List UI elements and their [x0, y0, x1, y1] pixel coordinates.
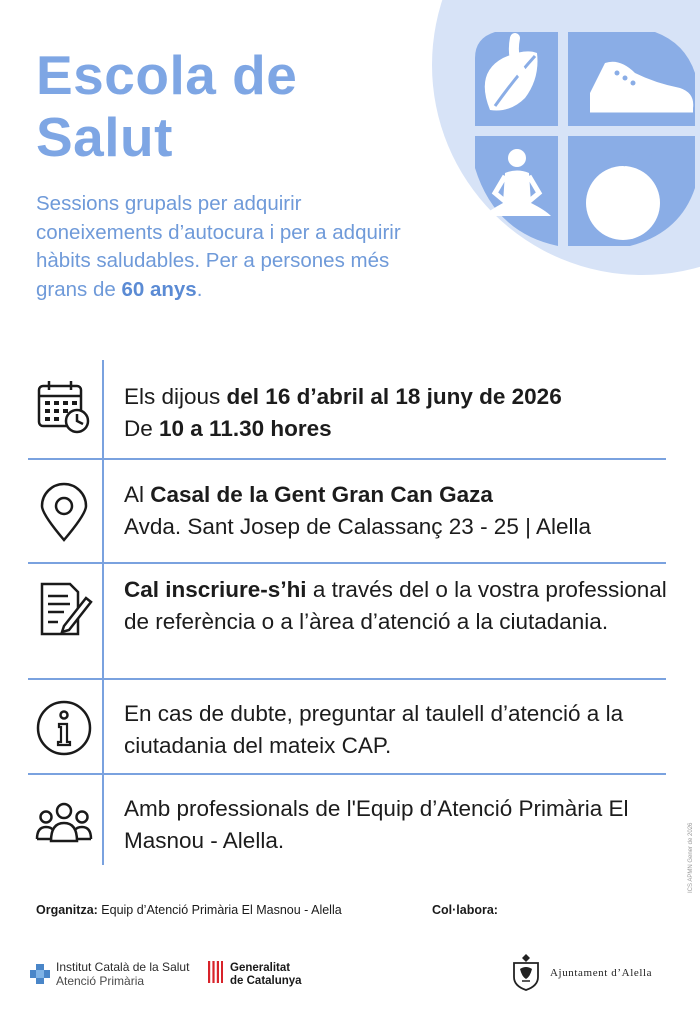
address-line: Avda. Sant Josep de Calassanç 23 - 25 | Alella	[124, 514, 591, 539]
subtitle-end: .	[196, 277, 203, 301]
row-divider	[28, 458, 666, 460]
apple-icon	[568, 136, 695, 246]
alella-shield-icon	[510, 953, 542, 991]
subtitle-age: 60 anys	[121, 277, 197, 301]
form-pen-icon	[34, 580, 94, 640]
yoga-icon	[475, 136, 558, 246]
row-date-text	[124, 381, 684, 445]
hero-illustration	[455, 18, 700, 250]
time-range: 10 a 11.30 hores	[159, 416, 332, 441]
senyera-icon	[206, 961, 223, 983]
venue-name: Casal de la Gent Gran Can Gaza	[150, 482, 493, 507]
row-registration-text	[124, 574, 684, 638]
row-divider	[28, 562, 666, 564]
row-divider	[28, 773, 666, 775]
venue-prefix: Al	[124, 482, 151, 507]
info-icon	[34, 698, 94, 758]
date-line	[124, 381, 684, 413]
time-line	[124, 413, 684, 445]
generalitat-line-2: de Catalunya	[230, 975, 302, 987]
credit-text: ICS APMN Gener de 2026	[688, 822, 694, 893]
organizer-label: Organitza:	[36, 903, 98, 917]
calendar-clock-icon	[34, 378, 94, 438]
generalitat-text	[230, 962, 302, 988]
page-title	[36, 44, 297, 168]
organizer-value: Equip d’Atenció Primària El Masnou - Alella	[97, 903, 342, 917]
subtitle	[36, 190, 416, 304]
row-info-text: En cas de dubte, preguntar al taulell d’atenció a la ciutadania del mateix CAP.	[124, 701, 624, 758]
collaborator-label: Col·labora:	[432, 903, 498, 917]
registration-required: Cal inscriure-s’hi	[124, 577, 307, 602]
generalitat-line-1: Generalitat	[230, 962, 291, 974]
ics-text	[56, 960, 189, 988]
ics-name: Institut Català de la Salut	[56, 960, 190, 974]
sneaker-icon	[568, 32, 695, 126]
ics-cross-icon	[30, 964, 50, 984]
registration-details: a través del o la vostra professional de referència o a l’àrea d’atenció a la ciutadania.	[124, 577, 667, 634]
row-location-text	[124, 479, 684, 543]
vertical-divider	[102, 360, 104, 865]
ics-subname: Atenció Primària	[56, 974, 145, 988]
print-credit	[680, 805, 694, 895]
venue-line	[124, 479, 684, 511]
time-prefix: De	[124, 416, 160, 441]
leaf-icon	[475, 32, 558, 126]
subtitle-text: Sessions grupals per adquirir coneixements d’autocura i per a adquirir hàbits saludables. Per a persones més grans de	[36, 192, 401, 301]
row-divider	[28, 678, 666, 680]
title-line-2: Salut	[36, 106, 173, 168]
organizer-line	[36, 903, 342, 917]
title-line-1: Escola de	[36, 44, 298, 106]
alella-name: Ajuntament d’Alella	[550, 967, 653, 979]
date-prefix: Els dijous	[124, 384, 227, 409]
date-range: del 16 d’abril al 18 juny de 2026	[226, 384, 562, 409]
row-team-text: Amb professionals de l'Equip d’Atenció Primària El Masnou - Alella.	[124, 796, 629, 853]
group-people-icon	[34, 793, 94, 853]
location-pin-icon	[34, 482, 94, 542]
